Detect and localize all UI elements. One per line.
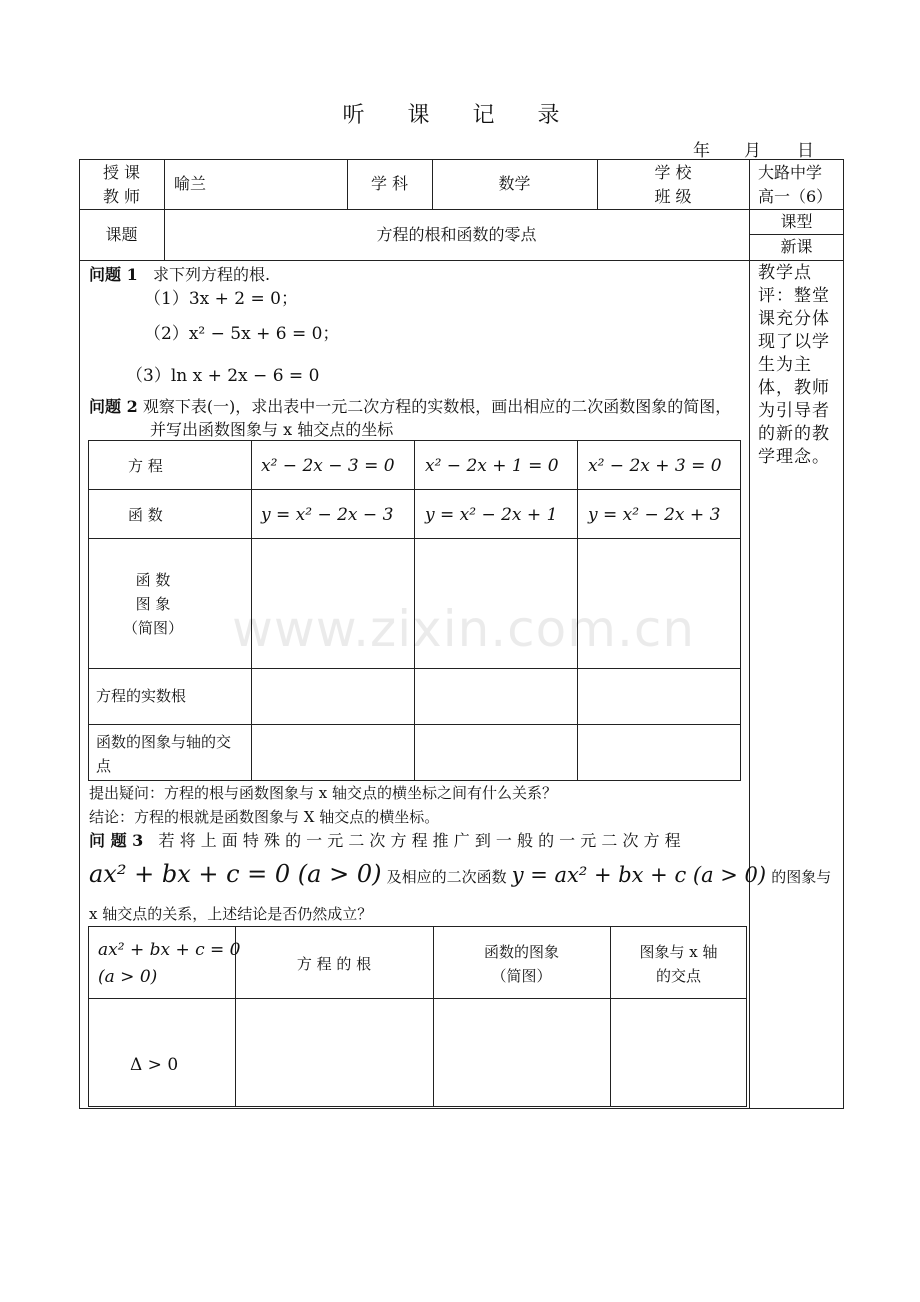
equation-3: x² − 2x + 3 = 0 bbox=[588, 456, 722, 476]
date-month: 月 bbox=[744, 141, 761, 161]
table2-header-roots: 方 程 的 根 bbox=[296, 955, 372, 973]
table1-row-equation: 方 程 bbox=[128, 457, 163, 475]
equation-1: x² − 2x − 3 = 0 bbox=[261, 456, 395, 476]
conclusion-line: 结论：方程的根就是函数图象与 X 轴交点的横坐标。 bbox=[89, 808, 440, 826]
subject-value: 数学 bbox=[498, 174, 531, 193]
equation-2: x² − 2x + 1 = 0 bbox=[425, 456, 559, 476]
teaching-remark: 教学点评：整堂课充分体现了以学生为主体，教师为引导者的新的教学理念。 bbox=[758, 263, 830, 467]
q3-text-2: ax² + bx + c = 0 (a > 0) 及相应的二次函数 y = ax² + bx + c (a > 0) 的图象与 bbox=[89, 860, 832, 888]
q3-text-3: x 轴交点的关系，上述结论是否仍然成立？ bbox=[89, 905, 373, 923]
school-label: 学 校 班 级 bbox=[654, 163, 692, 206]
table1-row-intersection: 函数的图象与轴的交 点 bbox=[96, 733, 232, 775]
school-value: 大路中学 高一（6） bbox=[758, 163, 833, 206]
table1-row-graph: 函 数 图 象 （简图） bbox=[122, 571, 183, 637]
date-day: 日 bbox=[797, 141, 814, 161]
date-year: 年 bbox=[693, 141, 710, 161]
q1-item-3: （3）ln x + 2x − 6 = 0 bbox=[126, 366, 320, 386]
table2-header-graph: 函数的图象 （简图） bbox=[483, 943, 559, 985]
teacher-name: 喻兰 bbox=[174, 174, 207, 193]
q1-item-2: （2）x² − 5x + 6 = 0； bbox=[144, 324, 340, 344]
function-2: y = x² − 2x + 1 bbox=[425, 505, 558, 525]
topic-value: 方程的根和函数的零点 bbox=[376, 225, 537, 244]
lesson-type-value: 新课 bbox=[780, 237, 813, 256]
page-title: 听 课 记 录 bbox=[342, 103, 578, 128]
function-3: y = x² − 2x + 3 bbox=[588, 505, 721, 525]
lesson-type-label: 课型 bbox=[780, 212, 813, 231]
q3-text-1: 问 题 3 若 将 上 面 特 殊 的 一 元 二 次 方 程 推 广 到 一 般 的 一 元 二 次 方 程 bbox=[89, 831, 681, 850]
q1-item-1: （1）3x + 2 = 0； bbox=[144, 289, 298, 309]
table2-header-intersection: 图象与 x 轴 的交点 bbox=[639, 943, 718, 985]
q1-heading: 问题 1 求下列方程的根. bbox=[89, 265, 271, 284]
table2-row-delta-positive: Δ > 0 bbox=[130, 1055, 179, 1075]
table1-row-roots: 方程的实数根 bbox=[96, 687, 187, 705]
q2-text-1: 问题 2 观察下表(一)，求出表中一元二次方程的实数根，画出相应的二次函数图象的简图， bbox=[89, 397, 732, 416]
table1-row-function: 函 数 bbox=[128, 506, 163, 524]
table2-header-equation: ax² + bx + c = 0 (a > 0) bbox=[98, 940, 241, 987]
question-line: 提出疑问：方程的根与函数图象与 x 轴交点的横坐标之间有什么关系？ bbox=[89, 784, 557, 802]
q2-text-2: 并写出函数图象与 x 轴交点的坐标 bbox=[150, 420, 394, 439]
watermark: www.zixin.com.cn bbox=[232, 600, 696, 658]
subject-label: 学 科 bbox=[370, 174, 409, 193]
teacher-label: 授 课 教 师 bbox=[102, 163, 141, 206]
topic-label: 课题 bbox=[105, 225, 138, 244]
function-1: y = x² − 2x − 3 bbox=[261, 505, 394, 525]
